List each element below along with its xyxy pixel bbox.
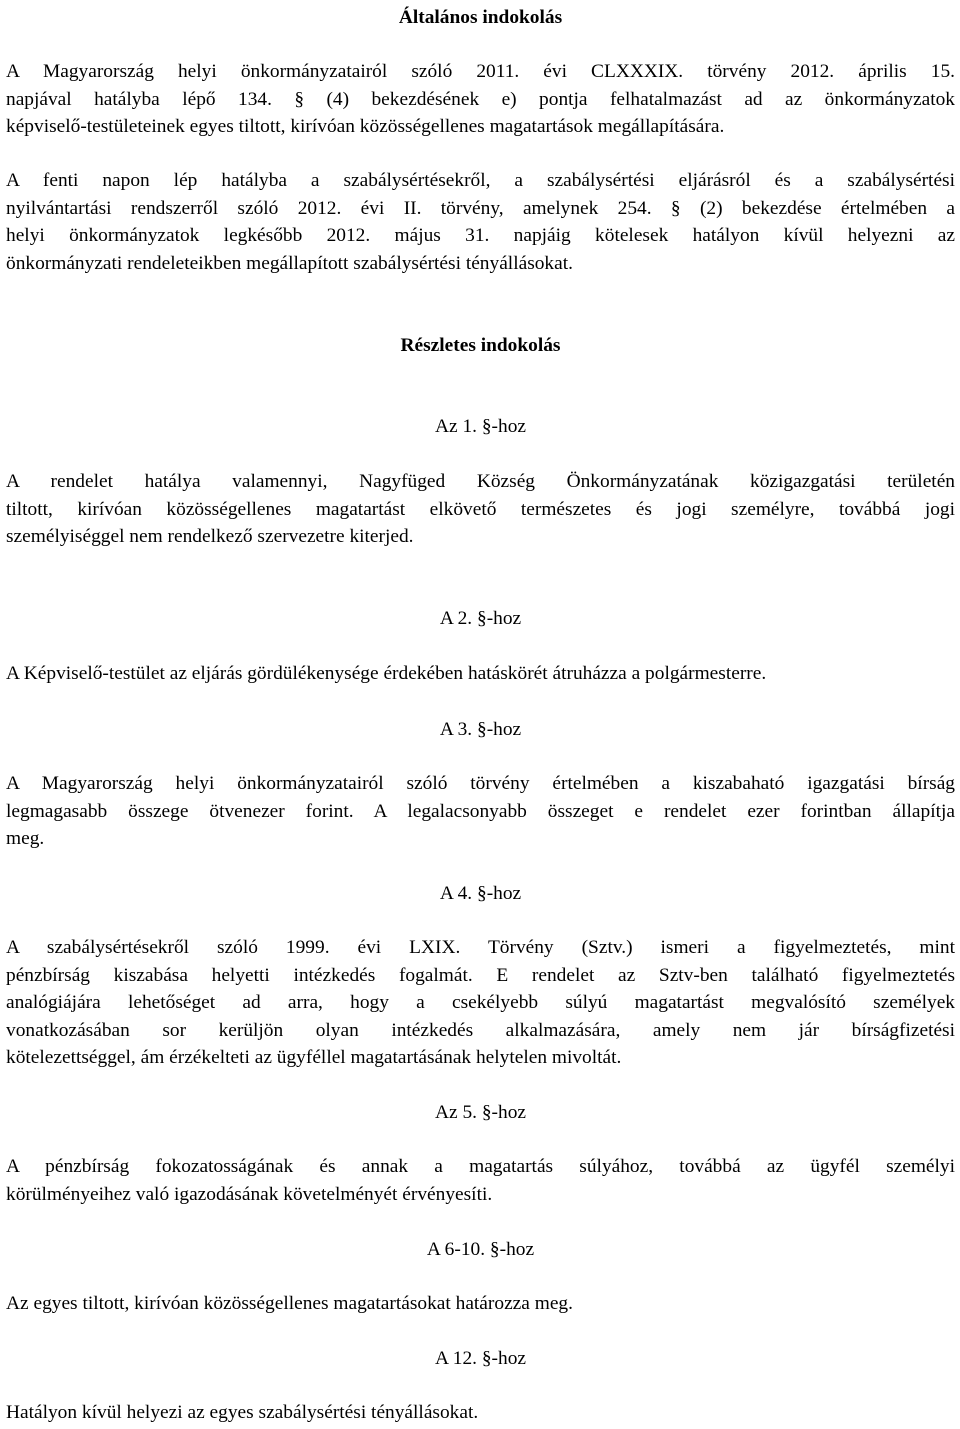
general-paragraph-2	[6, 167, 955, 277]
section-heading: A 2. §-hoz	[439, 608, 522, 629]
section-body	[6, 660, 955, 688]
text-line: A szabálysértésekről szóló 1999. évi LXIX. Törvény (Sztv.) ismeri a figyelmeztetés, mint	[6, 937, 955, 958]
text-line: személyiséggel nem rendelkező szervezetre kiterjed.	[6, 526, 414, 547]
text-line: A Magyarország helyi önkormányzatairól szóló törvény értelmében a kiszabaható igazgatási bírság	[6, 773, 955, 794]
text-line: A rendelet hatálya valamennyi, Nagyfüged Község Önkormányzatának közigazgatási területén	[6, 471, 955, 492]
section-body	[6, 468, 955, 551]
text-line: meg.	[6, 828, 45, 849]
text-line: önkormányzati rendeleteikben megállapított szabálysértési tényállásokat.	[6, 252, 573, 274]
text-line: napjával hatályba lépő 134. § (4) bekezdésének e) pontja felhatalmazást ad az önkormányzatok	[6, 88, 955, 110]
section-heading: A 12. §-hoz	[434, 1348, 527, 1369]
section-heading: Az 1. §-hoz	[435, 416, 526, 437]
section-body	[6, 1153, 955, 1208]
text-line: nyilvántartási rendszerről szóló 2012. évi II. törvény, amelynek 254. § (2) bekezdése értelmében a	[6, 197, 955, 219]
section-body	[6, 934, 955, 1072]
text-line: Hatályon kívül helyezi az egyes szabálysértési tényállásokat.	[6, 1402, 479, 1423]
text-line: tiltott, kirívóan közösségellenes magatartást elkövető természetes és jogi személyre, továbbá jogi	[6, 498, 955, 520]
text-line: vonatkozásában sor kerüljön olyan intézkedés alkalmazására, amely nem jár bírságfizetési	[6, 1019, 955, 1041]
text-line: pénzbírság kiszabása helyetti intézkedés fogalmát. E rendelet az Sztv-ben található figyelmeztetés	[6, 964, 955, 986]
section-body	[6, 1399, 955, 1427]
text-line: A pénzbírság fokozatosságának és annak a magatartás súlyához, továbbá az ügyfél személyi	[6, 1156, 955, 1177]
section-heading: A 3. §-hoz	[439, 719, 522, 740]
section-body	[6, 1290, 955, 1318]
text-line: analógiájára lehetőséget ad arra, hogy a csekélyebb súlyú magatartást megvalósító személyek	[6, 992, 955, 1013]
text-line: képviselő-testületeinek egyes tiltott, kirívóan közösségellenes magatartások megállapítására.	[6, 116, 725, 137]
text-line: A Magyarország helyi önkormányzatairól szóló 2011. évi CLXXXIX. törvény 2012. április 15.	[6, 61, 955, 82]
text-line: A Képviselő-testület az eljárás gördülékenysége érdekében hatáskörét átruházza a polgármesterre.	[6, 663, 767, 684]
text-line: A fenti napon lép hatályba a szabálysértésekről, a szabálysértési eljárásról és a szabálysértési	[6, 170, 955, 191]
text-line: körülményeihez való igazodásának követelményét érvényesíti.	[6, 1183, 493, 1205]
general-paragraph-1	[6, 58, 955, 141]
text-line: helyi önkormányzatok legkésőbb 2012. május 31. napjáig kötelesek hatályon kívül helyezni az	[6, 225, 955, 246]
section-body	[6, 770, 955, 853]
text-line: legmagasabb összege ötvenezer forint. A legalacsonyabb összeget e rendelet ezer forintban állapítja	[6, 800, 955, 822]
detailed-title: Részletes indokolás	[400, 335, 561, 356]
section-heading: A 4. §-hoz	[439, 883, 522, 904]
section-heading: Az 5. §-hoz	[435, 1102, 526, 1123]
text-line: Az egyes tiltott, kirívóan közösségellenes magatartásokat határozza meg.	[6, 1293, 573, 1314]
section-heading: A 6-10. §-hoz	[426, 1239, 535, 1260]
text-line: kötelezettséggel, ám érzékelteti az ügyféllel magatartásának helytelen mivoltát.	[6, 1047, 622, 1068]
general-title: Általános indokolás	[398, 7, 563, 28]
